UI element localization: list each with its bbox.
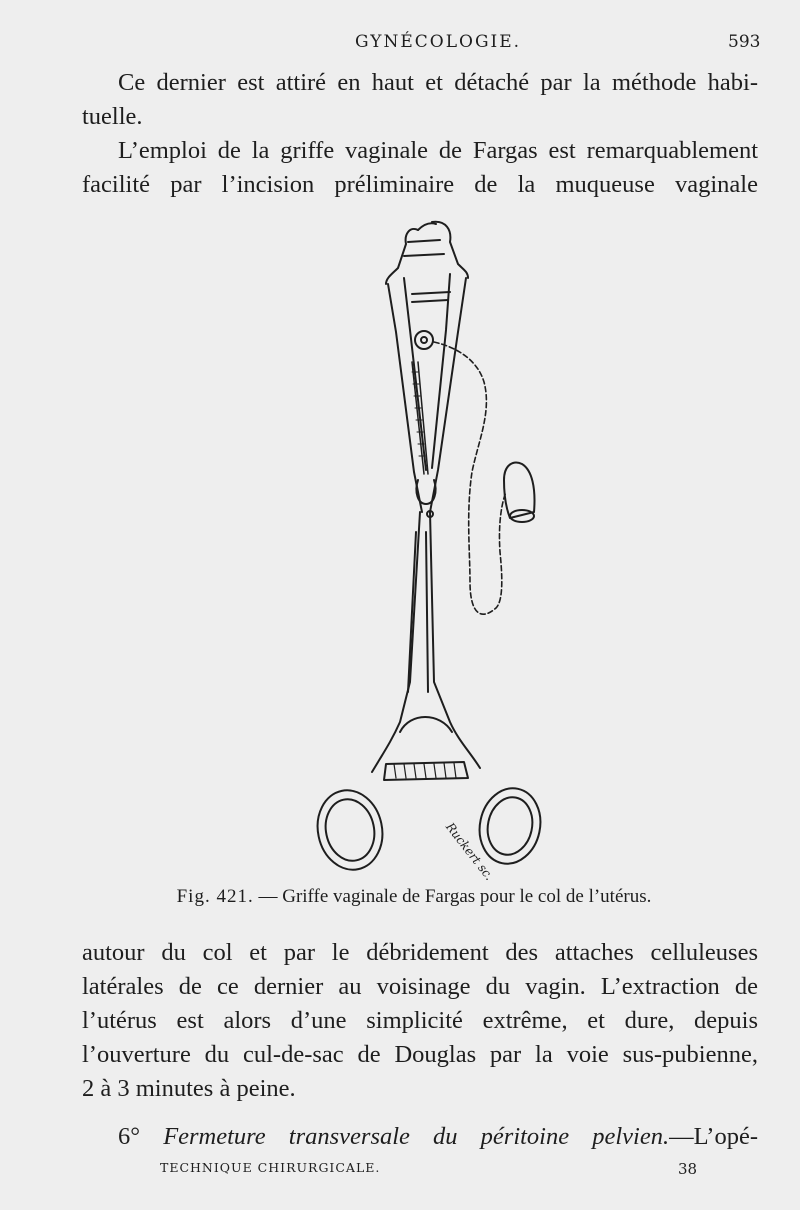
text-line: Ce dernier est attiré en haut et détaché par la méthode habi- (118, 69, 758, 96)
forceps-shaft (432, 274, 450, 468)
text-line: L’emploi de la griffe vaginale de Fargas est remarquablement (118, 137, 758, 164)
footer-sheet-number: 38 (678, 1160, 698, 1178)
forceps-pivot (415, 331, 433, 349)
text-line: latérales de ce dernier au voisinage du vagin. L’extraction de (82, 973, 758, 1000)
text-line: autour du col et par le débridement des attaches celluleuses (82, 939, 758, 966)
running-title: GYNÉCOLOGIE. (355, 32, 522, 52)
text-line: facilité par l’incision préliminaire de la muqueuse vaginale (82, 171, 758, 198)
finger-ring-left (310, 784, 389, 876)
figure-label: Fig. 421. (176, 886, 254, 907)
finger-ring-right (473, 783, 547, 870)
text-line: tuelle. (82, 103, 143, 130)
paragraph-1 (82, 66, 758, 134)
text-line: l’ouverture du cul-de-sac de Douglas par la voie sus-pubienne, (82, 1041, 758, 1068)
section-heading-line (82, 1120, 758, 1154)
paragraph-2 (82, 134, 758, 202)
forceps-illustration (300, 212, 560, 882)
page-number: 593 (728, 32, 761, 52)
text-line: l’utérus est alors d’une simplicité extrême, et dure, depuis (82, 1007, 758, 1034)
section-heading: Fermeture transversale du péritoine pelvien. (163, 1123, 670, 1150)
forceps-handle (372, 512, 420, 772)
section-number: 6° (118, 1123, 141, 1150)
text-line: 2 à 3 minutes à peine. (82, 1075, 296, 1102)
figure-caption-text: — Griffe vaginale de Fargas pour le col de l’utérus. (253, 886, 652, 907)
engraver-signature: Ruckert sc. (442, 820, 497, 883)
forceps-shaft (404, 278, 426, 470)
figure-caption (0, 886, 800, 908)
running-head (0, 32, 800, 56)
page-footer (0, 1160, 800, 1182)
chain (434, 342, 506, 614)
paragraph-4 (82, 1120, 758, 1154)
footer-signature-mark: TECHNIQUE CHIRURGICALE. (160, 1160, 381, 1175)
forceps-jaw (432, 222, 468, 278)
forceps-handle (430, 512, 480, 768)
paragraph-3 (82, 936, 758, 1106)
section-text: —L’opé- (669, 1123, 759, 1150)
